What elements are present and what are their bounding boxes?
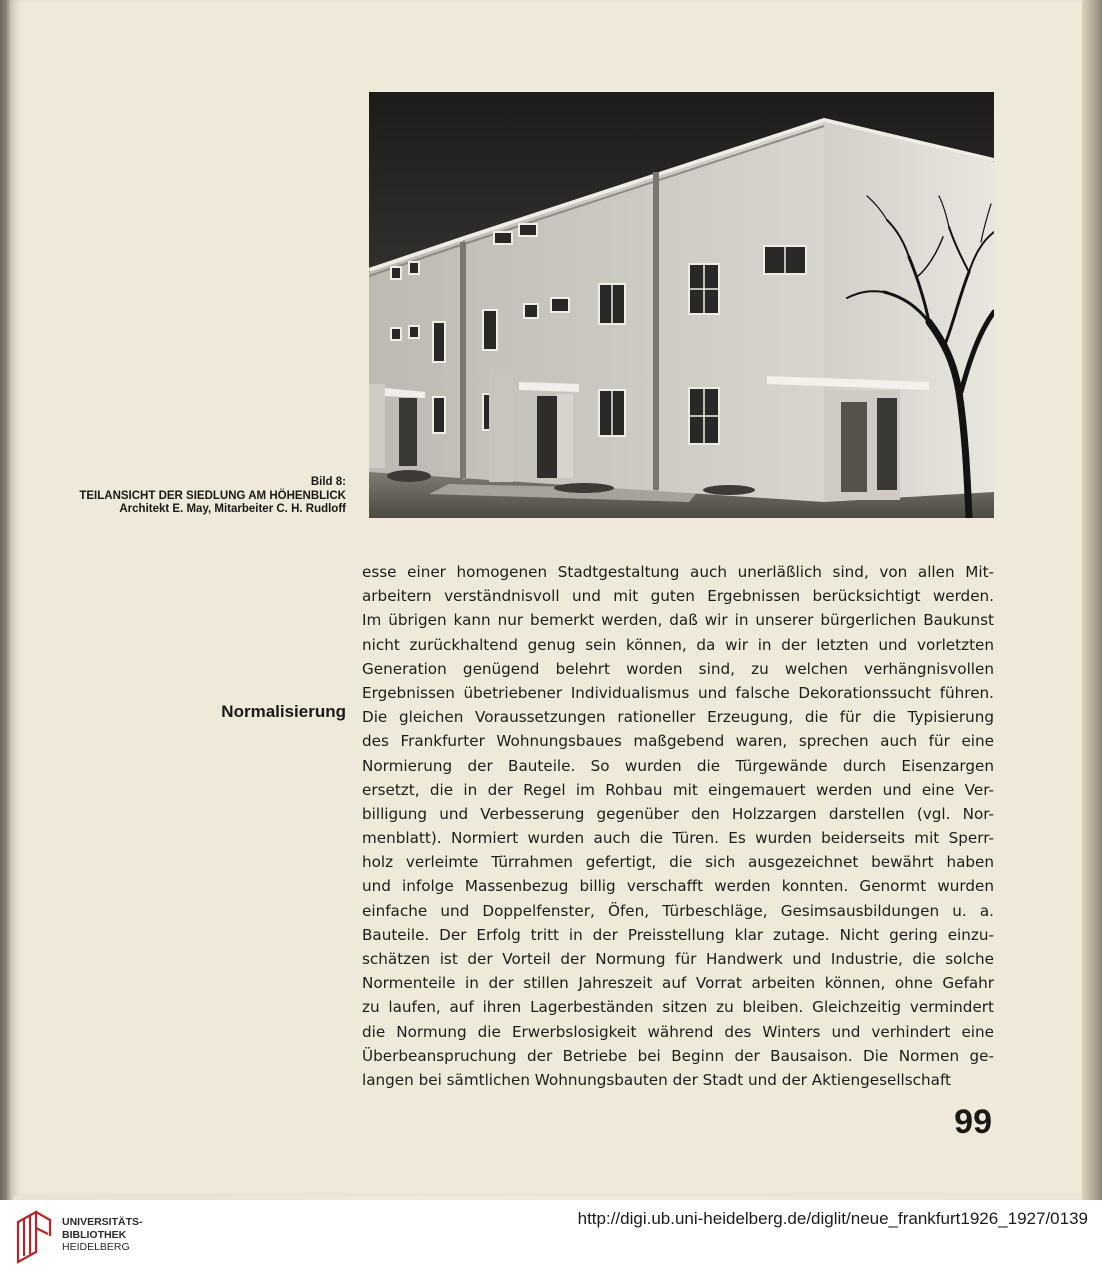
text-line: billigung und Verbesserung gegenüber den Holzzargen darstellen (vgl. Nor- [362,804,994,823]
library-name [62,1216,143,1254]
text-line: menblatt). Normiert wurden auch die Türen. Es wurden beiderseits mit Sperr- [362,829,994,848]
text-line: Generation genügend belehrt worden sind, zu welchen verhängnisvollen [362,659,994,678]
caption-credit: Architekt E. May, Mitarbeiter C. H. Rudloff [119,503,346,515]
text-line: Normenteile in der stillen Jahreszeit auf Vorrat arbeiten können, ohne Gefahr [362,974,994,993]
text-line: schätzen ist der Vorteil der Normung für Handwerk und Industrie, die solche [362,950,994,968]
text-line: einfache und Doppelfenster, Öfen, Türbeschläge, Gesimsausbildungen u. a. [362,901,994,920]
body-text [362,560,994,1092]
text-line: und infolge Massenbezug billig verschafft werden konnten. Genormt wurden [362,877,994,896]
caption-figure-number: Bild 8: [310,476,346,488]
library-name-line: BIBLIOTHEK [62,1228,127,1241]
text-line: esse einer homogenen Stadtgestaltung auch unerläßlich sind, von allen Mit- [362,563,994,581]
library-logo-icon [14,1208,54,1264]
text-line: holz verleimte Türrahmen gefertigt, die sich ausgezeichnet bewährt haben [362,853,994,872]
text-line: ersetzt, die in der Regel im Rohbau mit eingemauert werden und eine Ver- [362,780,994,799]
building-photo [369,92,994,518]
text-line: des Frankfurter Wohnungsbaues maßgebend waren, sprechen auch für eine [362,732,994,751]
text-line: Überbeanspruchung der Betriebe bei Beginn der Bausaison. Die Normen ge- [362,1046,994,1065]
caption-title: TEILANSICHT DER SIEDLUNG AM HÖHENBLICK [79,489,346,502]
section-heading: Normalisierung [221,702,346,721]
library-name-line: HEIDELBERG [62,1241,130,1253]
library-name-line: UNIVERSITÄTS- [62,1216,143,1228]
text-line: Ergebnissen übetriebener Individualismus und falsche Dekorationssucht führen. [362,683,994,702]
source-url: http://digi.ub.uni-heidelberg.de/diglit/neue_frankfurt1926_1927/0139 [577,1209,1088,1228]
text-line: Im übrigen kann nur bemerkt werden, daß wir in unserer bürgerlichen Baukunst [362,611,994,630]
figure-caption [0,476,346,517]
text-line: Bauteile. Der Erfolg tritt in der Preisstellung klar zutage. Nicht gering einzu- [362,925,994,944]
text-line: nicht zurückhaltend genug sein können, da wir in der letzten und vorletzten [362,635,994,654]
text-line: Die gleichen Voraussetzungen rationeller Erzeugung, die für die Typisierung [362,708,994,727]
text-line: Normierung der Bauteile. So wurden die Türgewände durch Eisenzargen [362,756,994,775]
page-number: 99 [954,1103,992,1141]
text-line: arbeitern verständnisvoll und mit guten Ergebnissen berücksichtigt werden. [362,587,994,606]
text-line: zu laufen, auf ihren Lagerbeständen sitzen zu bleiben. Gleichzeitig vermindert [362,998,994,1017]
page-edge [1082,0,1102,1200]
text-line: langen bei sämtlichen Wohnungsbauten der Stadt und der Aktiengesellschaft [362,1070,951,1089]
text-line: die Normung die Erwerbslosigkeit während des Winters und verhindert eine [362,1022,994,1041]
